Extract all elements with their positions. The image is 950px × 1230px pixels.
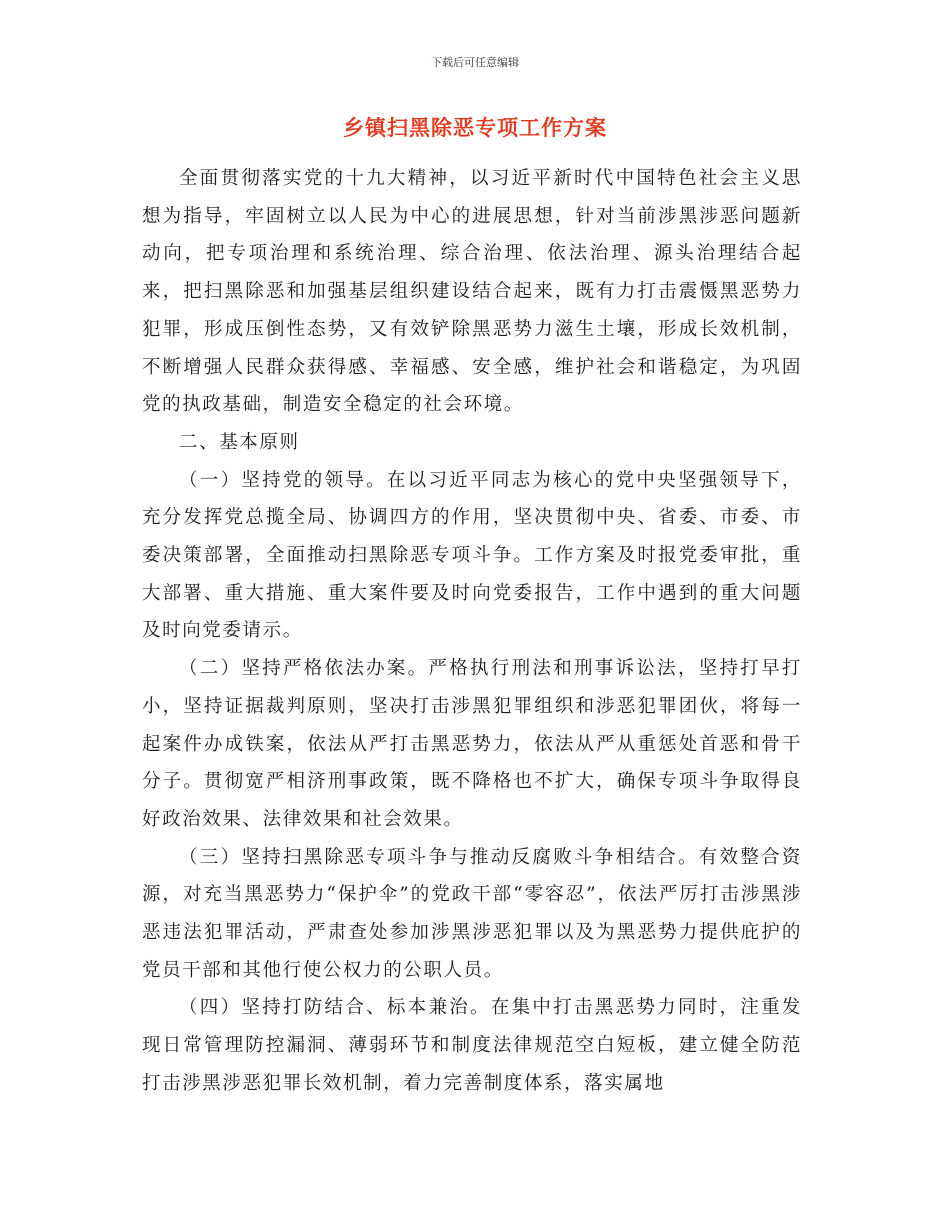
document-body [142, 160, 802, 1103]
paragraph-principle-3: （三）坚持扫黑除恶专项斗争与推动反腐败斗争相结合。有效整合资源，对充当黑恶势力“保护伞”的党政干部“零容忍”，依法严厉打击涉黑涉恶违法犯罪活动，严肃查处参加涉黑涉恶犯罪以及为黑恶势力提供庇护的党员干部和其他行使公权力的公职人员。 [142, 846, 802, 981]
header-note: 下载后可任意编辑 [431, 56, 519, 69]
paragraph-intro: 全面贯彻落实党的十九大精神，以习近平新时代中国特色社会主义思想为指导，牢固树立以人民为中心的进展思想，针对当前涉黑涉恶问题新动向，把专项治理和系统治理、综合治理、依法治理、源头治理结合起来，把扫黑除恶和加强基层组织建设结合起来，既有力打击震慑黑恶势力犯罪，形成压倒性态势，又有效铲除黑恶势力滋生土壤，形成长效机制，不断增强人民群众获得感、幸福感、安全感，维护社会和谐稳定，为巩固党的执政基础，制造安全稳定的社会环境。 [142, 168, 802, 416]
section-heading-basic-principles: 二、基本原则 [179, 431, 300, 453]
paragraph-principle-4: （四）坚持打防结合、标本兼治。在集中打击黑恶势力同时，注重发现日常管理防控漏洞、薄弱环节和制度法律规范空白短板，建立健全防范打击涉黑涉恶犯罪长效机制，着力完善制度体系，落实属地 [142, 997, 802, 1094]
paragraph-principle-1: （一）坚持党的领导。在以习近平同志为核心的党中央坚强领导下，充分发挥党总揽全局、协调四方的作用，坚决贯彻中央、省委、市委、市委决策部署，全面推动扫黑除恶专项斗争。工作方案及时报党委审批，重大部署、重大措施、重大案件要及时向党委报告，工作中遇到的重大问题及时向党委请示。 [142, 469, 802, 642]
paragraph-principle-2: （二）坚持严格依法办案。严格执行刑法和刑事诉讼法，坚持打早打小，坚持证据裁判原则，坚决打击涉黑犯罪组织和涉恶犯罪团伙，将每一起案件办成铁案，依法从严打击黑恶势力，依法从严从重惩处首恶和骨干分子。贯彻宽严相济刑事政策，既不降格也不扩大，确保专项斗争取得良好政治效果、法律效果和社会效果。 [142, 658, 802, 830]
document-title: 乡镇扫黑除恶专项工作方案 [343, 116, 607, 140]
